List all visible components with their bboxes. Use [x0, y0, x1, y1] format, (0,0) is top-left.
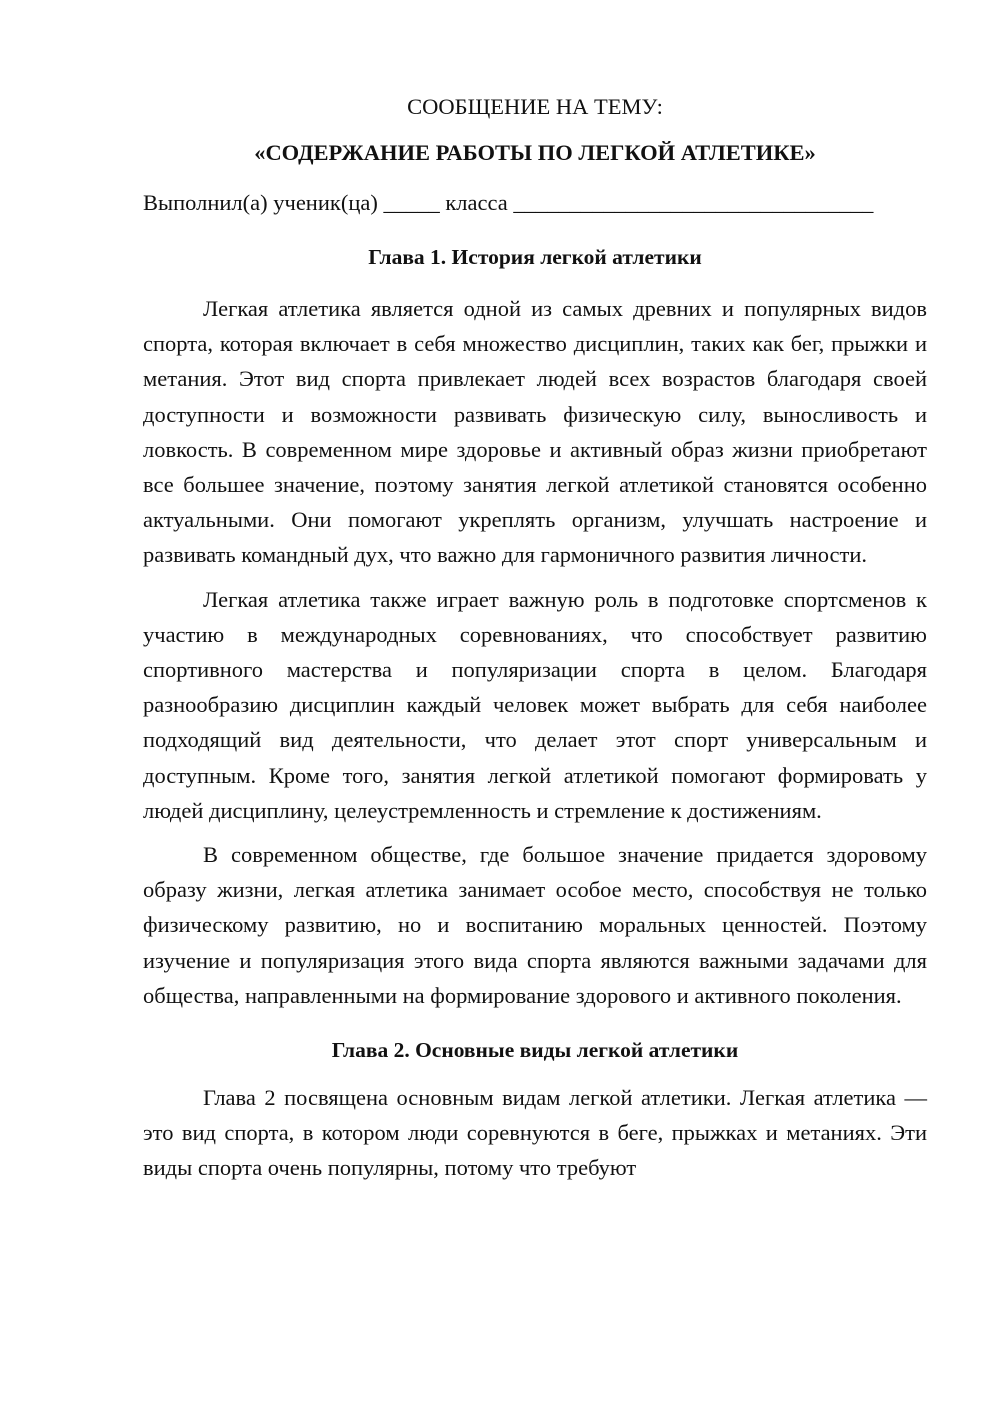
author-line: Выполнил(а) ученик(ца) _____ класса ________________________________ — [143, 190, 874, 215]
chapter-1-paragraph-2: Легкая атлетика также играет важную роль в подготовке спортсменов к участию в международных соревнованиях, что способствует развитию спортивного мастерства и популяризации спорта в целом. Благодаря разнообразию дисциплин каждый человек может выбрать для себя наиболее подходящий вид деятельности, что делает этот спорт универсальным и доступным. Кроме того, занятия легкой атлетикой помогают формировать у людей дисциплину, целеустремленность и стремление к достижениям. — [143, 586, 927, 823]
document-title: «СОДЕРЖАНИЕ РАБОТЫ ПО ЛЕГКОЙ АТЛЕТИКЕ» — [254, 140, 816, 165]
document-heading-topic: СООБЩЕНИЕ НА ТЕМУ: — [407, 94, 663, 119]
chapter-1-paragraph-1: Легкая атлетика является одной из самых древних и популярных видов спорта, которая включает в себя множество дисциплин, таких как бег, прыжки и метания. Этот вид спорта привлекает людей всех возрастов благодаря своей доступности и возможности развивать физическую силу, выносливость и ловкость. В современном мире здоровье и активный образ жизни приобретают все большее значение, поэтому занятия легкой атлетикой становятся особенно актуальными. Они помогают укреплять организм, улучшать настроение и развивать командный дух, что важно для гармоничного развития личности. — [143, 296, 927, 568]
chapter-2-paragraph-1: Глава 2 посвящена основным видам легкой атлетики. Легкая атлетика — это вид спорта, в котором люди соревнуются в беге, прыжках и метаниях. Эти виды спорта очень популярны, потому что требуют — [143, 1085, 927, 1181]
document-page — [143, 92, 927, 1186]
chapter-2-title: Глава 2. Основные виды легкой атлетики — [331, 1038, 739, 1063]
chapter-1-paragraph-3: В современном обществе, где большое значение придается здоровому образу жизни, легкая атлетика занимает особое место, способствуя не только физическому развитию, но и воспитанию моральных ценностей. Поэтому изучение и популяризация этого вида спорта являются важными задачами для общества, направленными на формирование здорового и активного поколения. — [143, 842, 927, 1008]
chapter-1-title: Глава 1. История легкой атлетики — [368, 245, 702, 269]
